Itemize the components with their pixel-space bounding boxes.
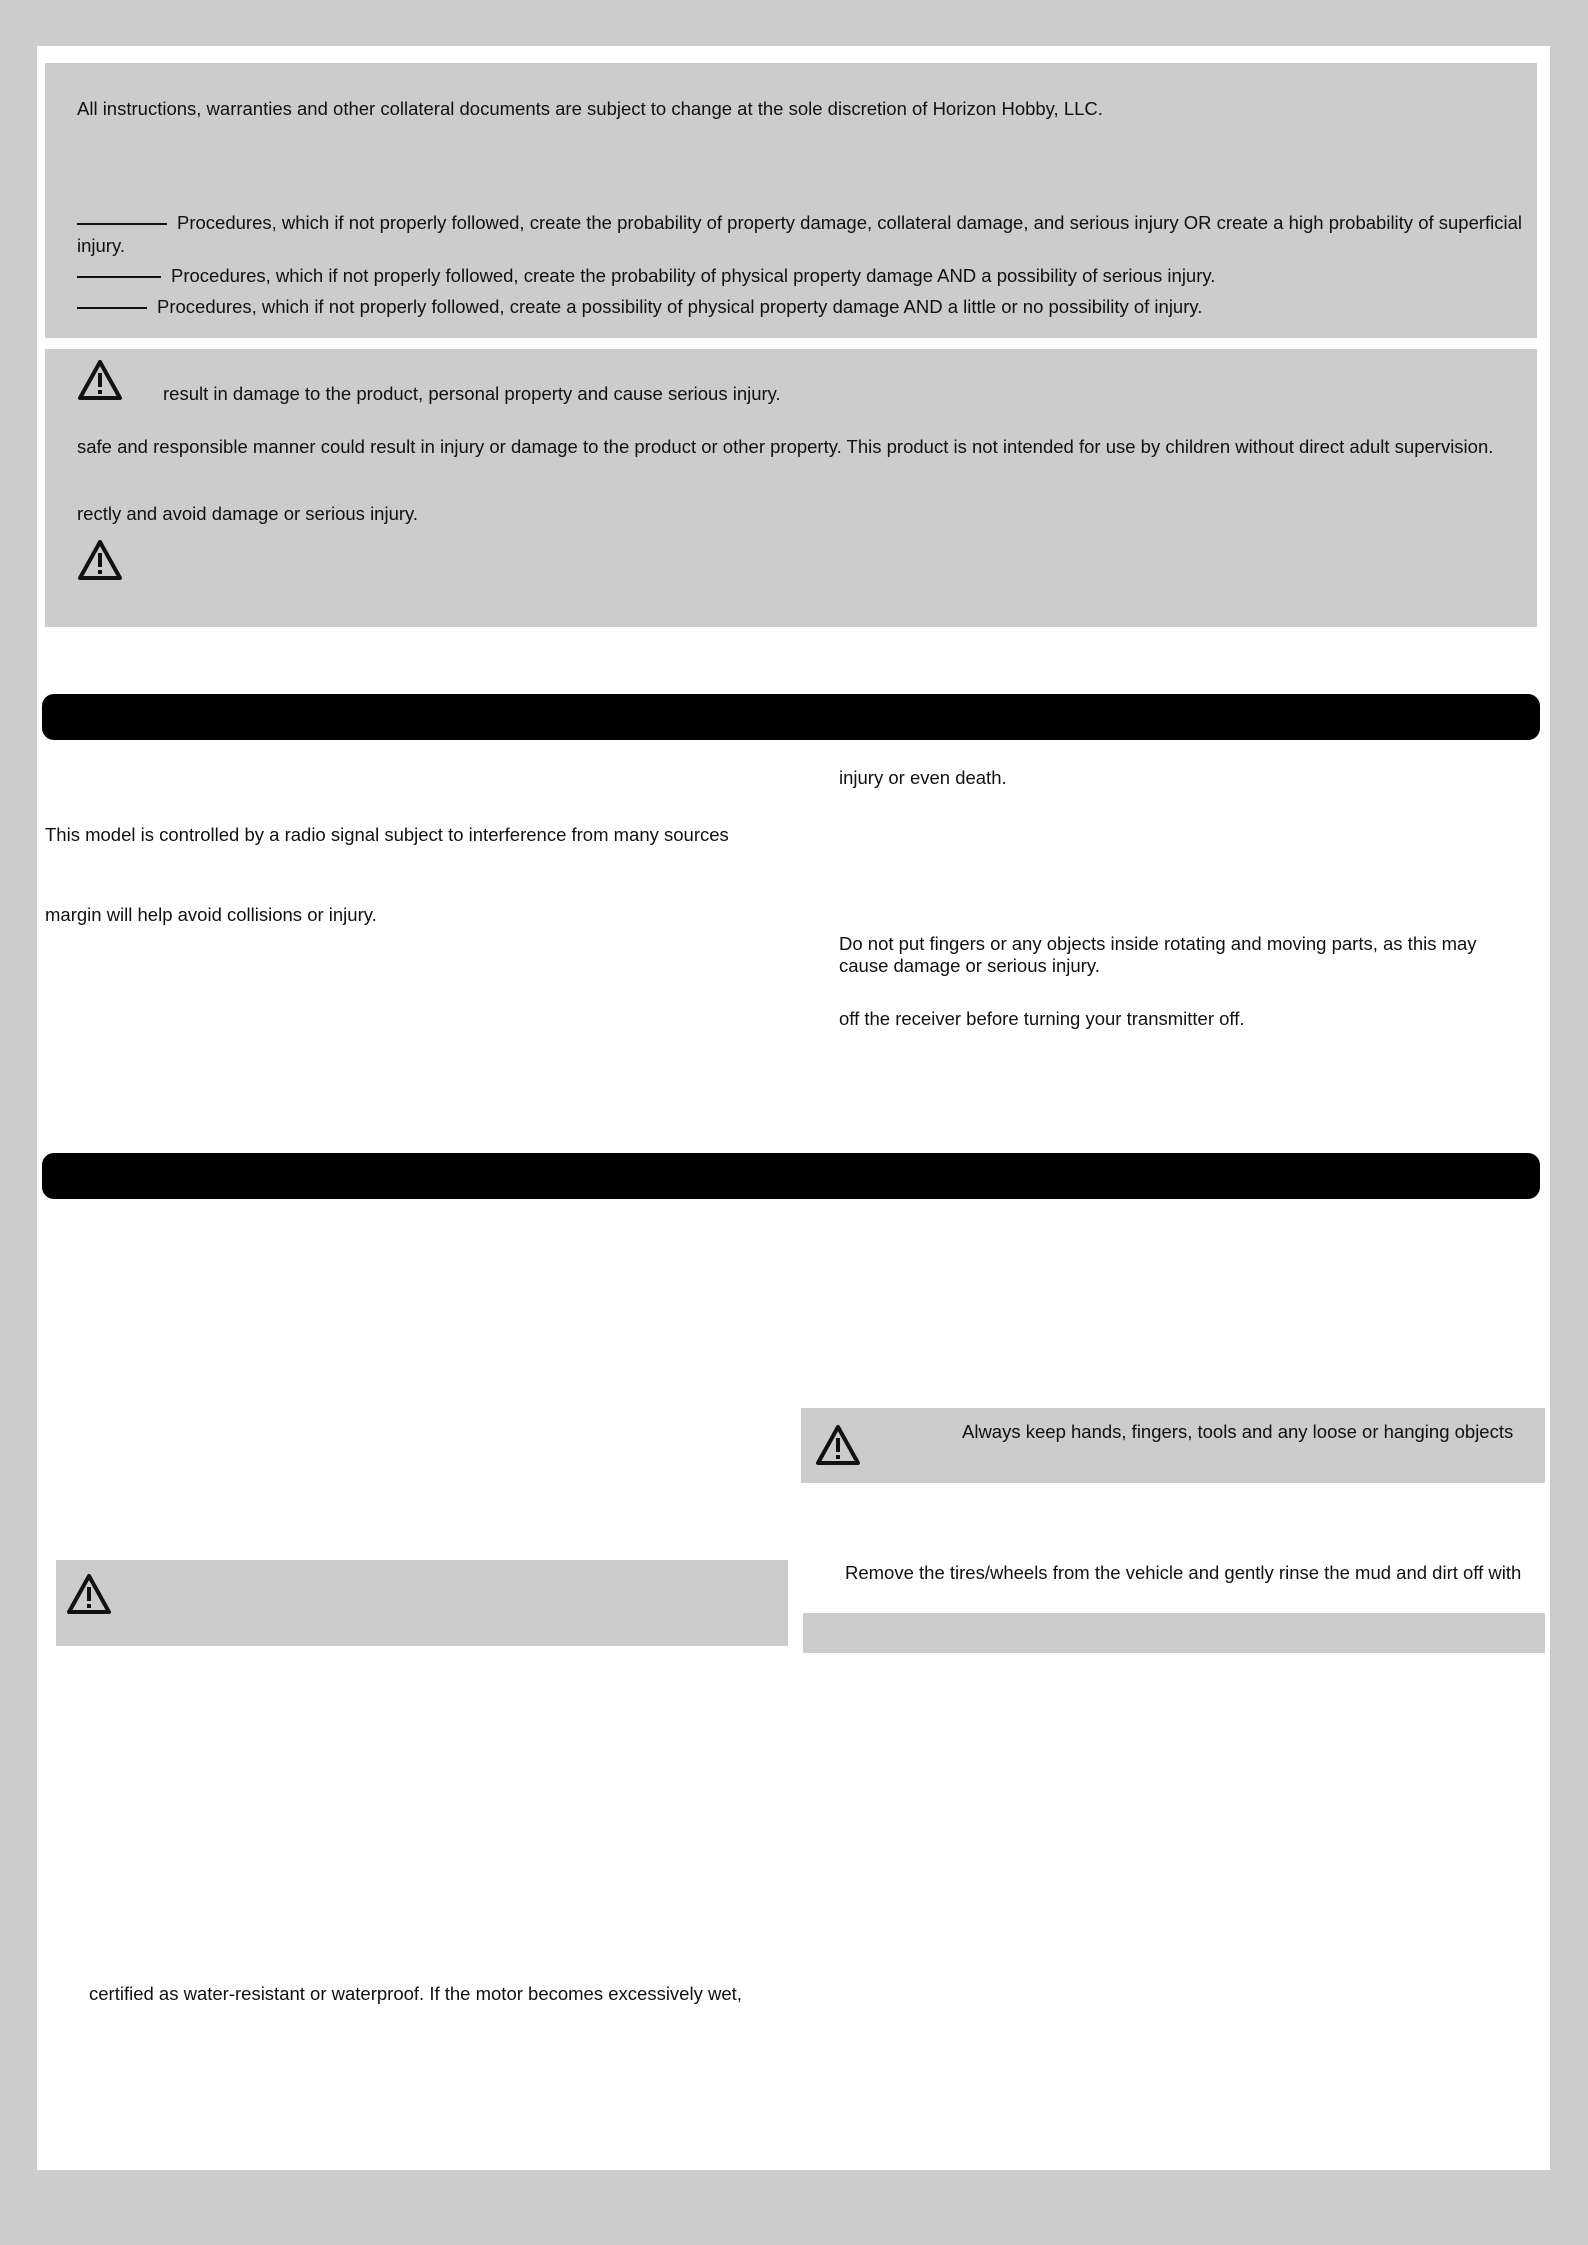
- section-1-left-line-2: margin will help avoid collisions or injury.: [45, 904, 377, 925]
- procedure-line-1: [77, 212, 1522, 234]
- warning-triangle-icon: [77, 359, 123, 401]
- signal-word-underline: [77, 276, 161, 278]
- procedure-line-3: [77, 296, 1202, 318]
- section-2-right-line-1: Remove the tires/wheels from the vehicle and gently rinse the mud and dirt off with: [845, 1562, 1522, 1583]
- procedure-line-1-cont: injury.: [77, 235, 125, 256]
- warning-line-2: safe and responsible manner could result in injury or damage to the product or other property. This product is not intended for use by children without direct adult supervision.: [77, 436, 1494, 457]
- right-gray-strip: [803, 1613, 1545, 1653]
- left-warning-callout: [56, 1560, 788, 1646]
- right-warning-callout: [801, 1408, 1545, 1483]
- procedure-text-1: Procedures, which if not properly followed, create the probability of property damage, collateral damage, and serious injury OR create a high probability of superficial: [177, 212, 1523, 233]
- section-1-right-line-4: off the receiver before turning your transmitter off.: [839, 1008, 1245, 1029]
- procedure-line-2: [77, 265, 1215, 287]
- section-1-right-line-1: injury or even death.: [839, 767, 1007, 788]
- document-page: [37, 46, 1550, 2170]
- procedure-text-3: Procedures, which if not properly followed, create a possibility of physical property damage AND a little or no possibility of injury.: [157, 296, 1203, 317]
- warning-triangle-icon: [77, 539, 123, 581]
- warning-triangle-icon: [66, 1573, 112, 1615]
- section-1-left-line-1: This model is controlled by a radio signal subject to interference from many sources: [45, 824, 729, 845]
- signal-word-underline: [77, 223, 167, 225]
- procedure-text-2: Procedures, which if not properly followed, create the probability of physical property damage AND a possibility of serious injury.: [171, 265, 1216, 286]
- right-warning-text: Always keep hands, fingers, tools and any loose or hanging objects: [962, 1421, 1514, 1442]
- warning-line-1: result in damage to the product, personal property and cause serious injury.: [163, 383, 781, 404]
- signal-word-underline: [77, 307, 147, 309]
- collateral-notice: All instructions, warranties and other collateral documents are subject to change at the sole discretion of Horizon Hobby, LLC.: [77, 98, 1103, 119]
- section-1-right-line-2: Do not put fingers or any objects inside rotating and moving parts, as this may: [839, 933, 1477, 954]
- warning-triangle-icon: [815, 1424, 861, 1466]
- section-2-left-line-1: certified as water-resistant or waterproof. If the motor becomes excessively wet,: [89, 1983, 742, 2004]
- section-header-bar: [42, 1153, 1540, 1199]
- warning-line-3: rectly and avoid damage or serious injury.: [77, 503, 419, 524]
- section-1-right-line-3: cause damage or serious injury.: [839, 955, 1100, 976]
- section-header-bar: [42, 694, 1540, 740]
